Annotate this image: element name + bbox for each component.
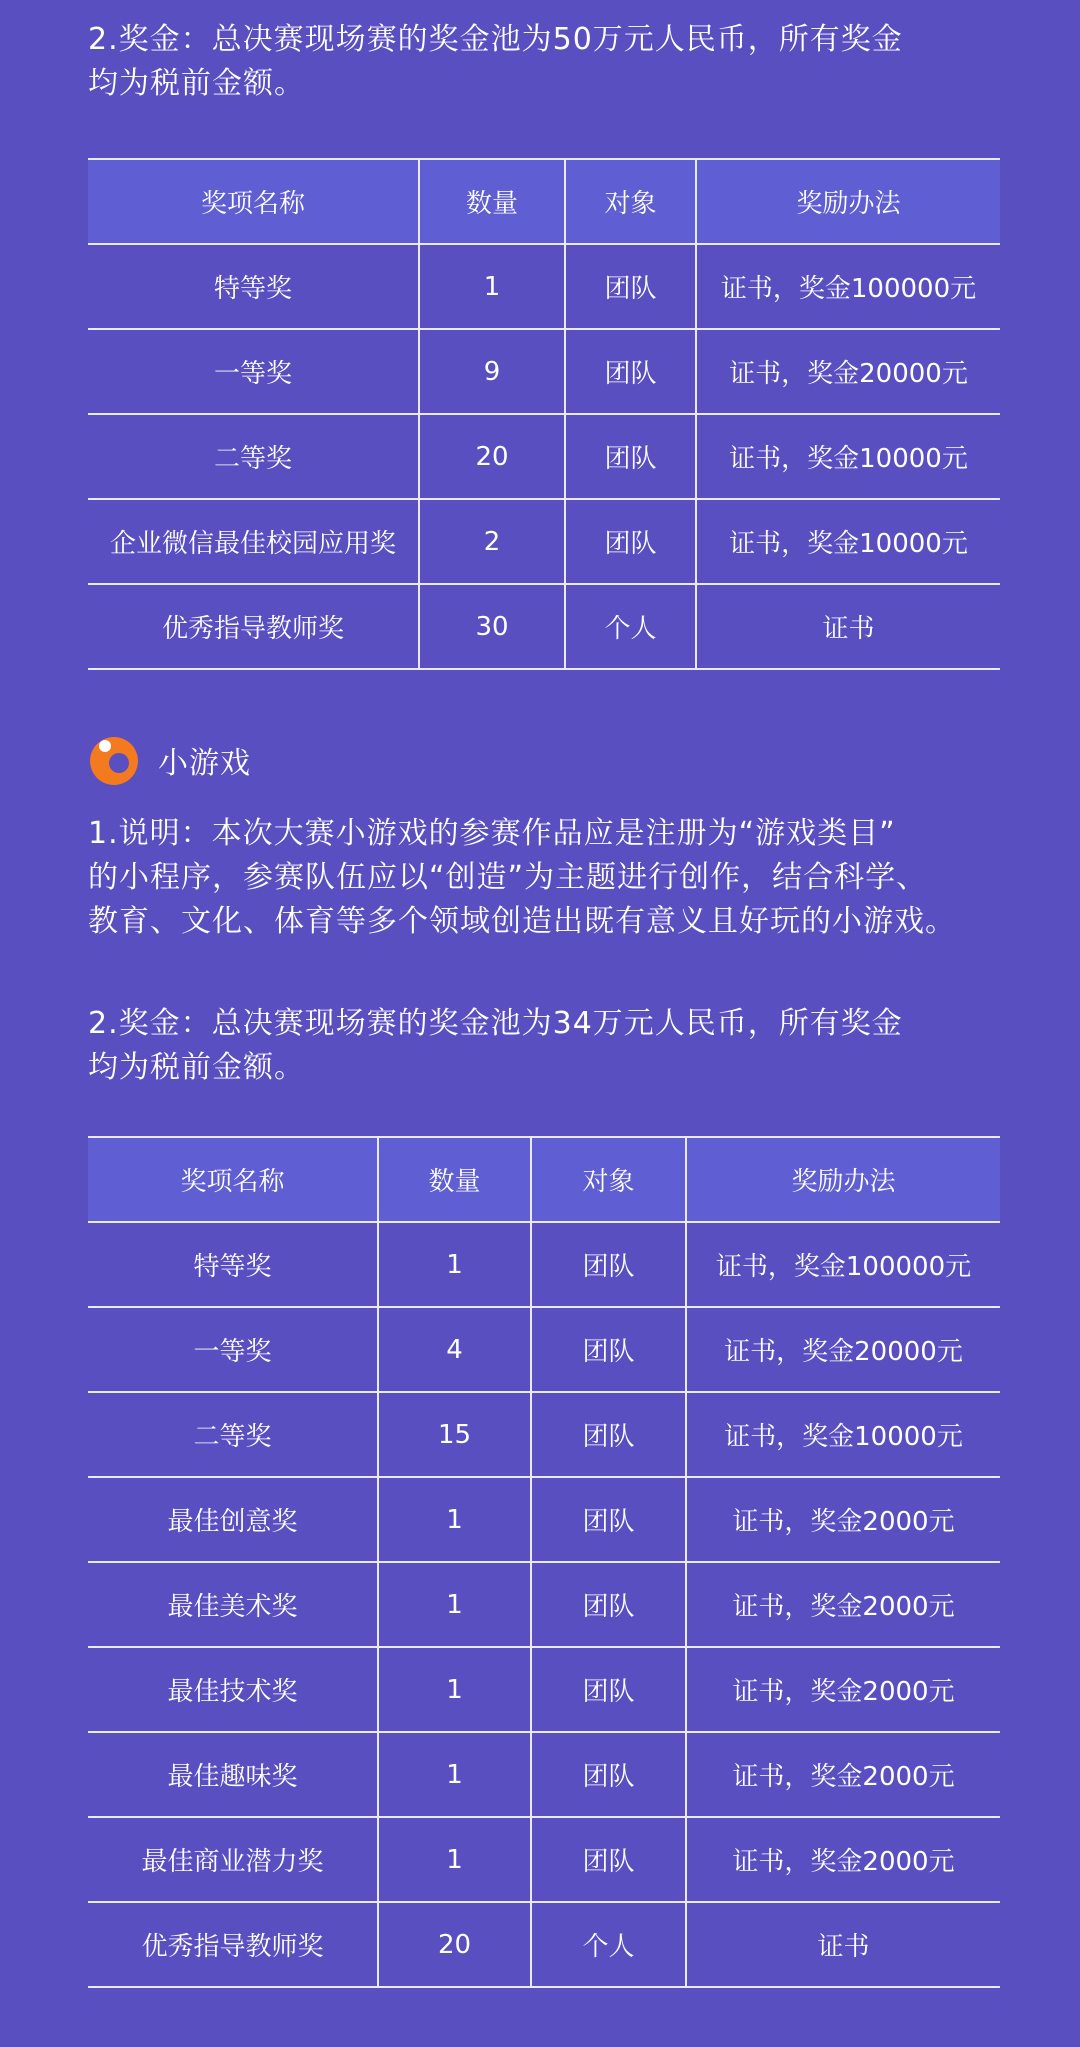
minigame-table-cell-reward: 证书，奖金2000元 xyxy=(686,1562,1000,1647)
app-table-cell-target: 团队 xyxy=(565,329,696,414)
minigame-table-cell-name: 最佳商业潜力奖 xyxy=(141,1847,324,1877)
orange-circle-logo-icon xyxy=(88,734,140,786)
minigame-description-line-2: 的小程序，参赛队伍应以“创造”为主题进行创作，结合科学、 xyxy=(88,860,928,895)
app-table-cell-reward: 证书，奖金10000元 xyxy=(696,414,1000,499)
app-prize-text-line-2: 均为税前金额。 xyxy=(88,66,305,101)
app-table-header-target: 对象 xyxy=(565,159,696,244)
minigame-table-header-reward: 奖励办法 xyxy=(686,1137,1000,1222)
app-table-cell-quantity: 1 xyxy=(419,244,565,329)
minigame-table-row xyxy=(88,1732,1000,1817)
minigame-table-cell-quantity: 15 xyxy=(378,1392,531,1477)
app-table-cell-target: 团队 xyxy=(565,499,696,584)
minigame-description-line-3: 教育、文化、体育等多个领域创造出既有意义且好玩的小游戏。 xyxy=(88,904,956,939)
minigame-table-row xyxy=(88,1902,1000,1987)
minigame-table-cell-target: 团队 xyxy=(531,1477,686,1562)
app-prize-text xyxy=(88,18,1018,106)
minigame-table-cell-target: 团队 xyxy=(531,1562,686,1647)
minigame-table-cell-name: 二等奖 xyxy=(193,1422,272,1452)
minigame-table-row xyxy=(88,1307,1000,1392)
app-table-cell-quantity: 2 xyxy=(419,499,565,584)
app-table-row xyxy=(88,499,1000,584)
minigame-prize-text-line-2: 均为税前金额。 xyxy=(88,1050,305,1085)
minigame-prize-table xyxy=(88,1136,1000,1988)
app-table-header-quantity: 数量 xyxy=(419,159,565,244)
minigame-prize-text-line-1: 2.奖金：总决赛现场赛的奖金池为34万元人民币，所有奖金 xyxy=(88,1006,903,1041)
minigame-table-cell-target: 团队 xyxy=(531,1307,686,1392)
minigame-table-row xyxy=(88,1647,1000,1732)
minigame-description-line-1: 1.说明：本次大赛小游戏的参赛作品应是注册为“游戏类目” xyxy=(88,816,896,851)
minigame-section-title: 小游戏 xyxy=(158,746,251,781)
minigame-table-row xyxy=(88,1222,1000,1307)
minigame-table-cell-name: 最佳趣味奖 xyxy=(167,1762,298,1792)
minigame-table-header-quantity: 数量 xyxy=(378,1137,531,1222)
app-table-row xyxy=(88,584,1000,669)
minigame-table-cell-quantity: 1 xyxy=(378,1477,531,1562)
minigame-table-cell-name: 最佳创意奖 xyxy=(167,1507,298,1537)
app-table-header-reward: 奖励办法 xyxy=(696,159,1000,244)
minigame-table-cell-target: 团队 xyxy=(531,1817,686,1902)
app-table-cell-reward: 证书，奖金100000元 xyxy=(696,244,1000,329)
minigame-description xyxy=(88,812,1018,944)
minigame-table-cell-target: 团队 xyxy=(531,1222,686,1307)
minigame-table-cell-target: 个人 xyxy=(531,1902,686,1987)
minigame-table-cell-reward: 证书 xyxy=(686,1902,1000,1987)
minigame-table-cell-target: 团队 xyxy=(531,1732,686,1817)
minigame-table-row xyxy=(88,1817,1000,1902)
app-table-cell-name: 优秀指导教师奖 xyxy=(161,614,344,644)
app-prize-text-line-1: 2.奖金：总决赛现场赛的奖金池为50万元人民币，所有奖金 xyxy=(88,22,903,57)
app-table-cell-target: 团队 xyxy=(565,414,696,499)
app-prize-table xyxy=(88,158,1000,670)
app-table-cell-name: 二等奖 xyxy=(213,444,292,474)
minigame-section-heading xyxy=(88,732,251,788)
minigame-table-cell-target: 团队 xyxy=(531,1647,686,1732)
app-table-cell-quantity: 9 xyxy=(419,329,565,414)
minigame-table-header-row xyxy=(88,1137,1000,1222)
app-table-cell-reward: 证书，奖金20000元 xyxy=(696,329,1000,414)
app-table-cell-quantity: 30 xyxy=(419,584,565,669)
app-table-header-name: 奖项名称 xyxy=(88,159,419,244)
minigame-table-row xyxy=(88,1562,1000,1647)
minigame-table-cell-reward: 证书，奖金2000元 xyxy=(686,1732,1000,1817)
app-table-cell-name: 一等奖 xyxy=(213,359,292,389)
app-table-row xyxy=(88,244,1000,329)
app-table-cell-reward: 证书 xyxy=(696,584,1000,669)
app-table-cell-target: 团队 xyxy=(565,244,696,329)
minigame-table-cell-reward: 证书，奖金2000元 xyxy=(686,1817,1000,1902)
minigame-table-cell-name: 优秀指导教师奖 xyxy=(141,1932,324,1962)
minigame-table-cell-quantity: 20 xyxy=(378,1902,531,1987)
app-table-cell-name: 特等奖 xyxy=(213,274,292,304)
minigame-table-cell-reward: 证书，奖金10000元 xyxy=(686,1392,1000,1477)
minigame-table-cell-reward: 证书，奖金20000元 xyxy=(686,1307,1000,1392)
minigame-table-cell-quantity: 1 xyxy=(378,1647,531,1732)
minigame-table-cell-reward: 证书，奖金2000元 xyxy=(686,1477,1000,1562)
minigame-table-header-name: 奖项名称 xyxy=(88,1137,378,1222)
app-table-cell-target: 个人 xyxy=(565,584,696,669)
app-table-cell-quantity: 20 xyxy=(419,414,565,499)
minigame-table-cell-quantity: 1 xyxy=(378,1817,531,1902)
app-table-row xyxy=(88,329,1000,414)
app-table-cell-reward: 证书，奖金10000元 xyxy=(696,499,1000,584)
minigame-table-cell-quantity: 4 xyxy=(378,1307,531,1392)
minigame-table-cell-name: 特等奖 xyxy=(193,1252,272,1282)
minigame-table-header-target: 对象 xyxy=(531,1137,686,1222)
minigame-table-cell-quantity: 1 xyxy=(378,1222,531,1307)
app-table-cell-name: 企业微信最佳校园应用奖 xyxy=(109,529,396,559)
minigame-table-cell-name: 一等奖 xyxy=(193,1337,272,1367)
minigame-table-cell-target: 团队 xyxy=(531,1392,686,1477)
minigame-table-row xyxy=(88,1477,1000,1562)
minigame-table-cell-name: 最佳美术奖 xyxy=(167,1592,298,1622)
minigame-table-cell-reward: 证书，奖金100000元 xyxy=(686,1222,1000,1307)
minigame-table-row xyxy=(88,1392,1000,1477)
minigame-table-cell-reward: 证书，奖金2000元 xyxy=(686,1647,1000,1732)
minigame-table-cell-quantity: 1 xyxy=(378,1562,531,1647)
app-table-header-row xyxy=(88,159,1000,244)
minigame-prize-text xyxy=(88,1002,1018,1090)
app-table-row xyxy=(88,414,1000,499)
minigame-table-cell-quantity: 1 xyxy=(378,1732,531,1817)
minigame-table-cell-name: 最佳技术奖 xyxy=(167,1677,298,1707)
